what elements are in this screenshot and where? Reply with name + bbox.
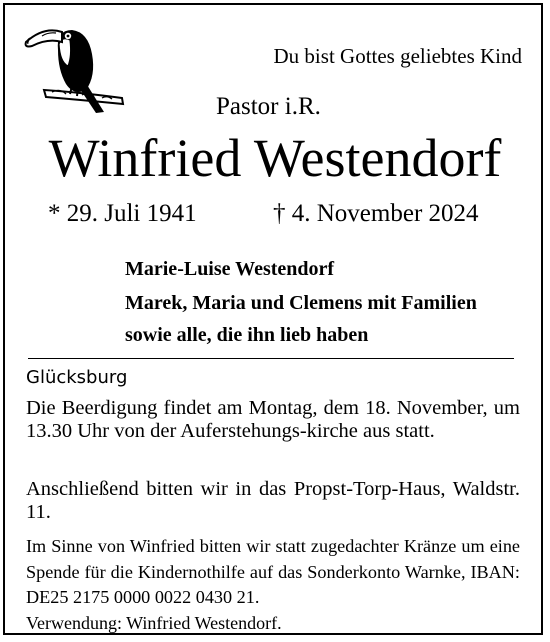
death-date: † 4. November 2024 xyxy=(273,200,479,227)
donation-purpose: Verwendung: Winfried Westendorf. xyxy=(26,613,282,633)
mourner-line: sowie alle, die ihn lieb haben xyxy=(125,324,369,346)
birth-date: * 29. Juli 1941 xyxy=(48,200,197,227)
divider xyxy=(28,358,514,359)
deceased-name: Winfried Westendorf xyxy=(48,128,502,188)
toucan-icon xyxy=(22,20,132,115)
title: Pastor i.R. xyxy=(216,93,321,120)
mourner-line: Marie-Luise Westendorf xyxy=(125,258,335,280)
mourner-line: Marek, Maria und Clemens mit Familien xyxy=(125,292,477,314)
reception-info: Anschließend bitten wir in das Propst-Torp-Haus, Waldstr. 11. xyxy=(26,478,520,523)
place: Glücksburg xyxy=(26,367,128,388)
funeral-info: Die Beerdigung findet am Montag, dem 18. November, um 13.30 Uhr von der Auferstehungs-kirche aus statt. xyxy=(26,397,520,442)
motto: Du bist Gottes geliebtes Kind xyxy=(273,44,522,68)
donation-info: Im Sinne von Winfried bitten wir statt zugedachter Kränze um eine Spende für die Kindernothilfe auf das Sonderkonto Warnke, IBAN: DE25 2175 0000 0022 0430 21. xyxy=(26,536,520,607)
